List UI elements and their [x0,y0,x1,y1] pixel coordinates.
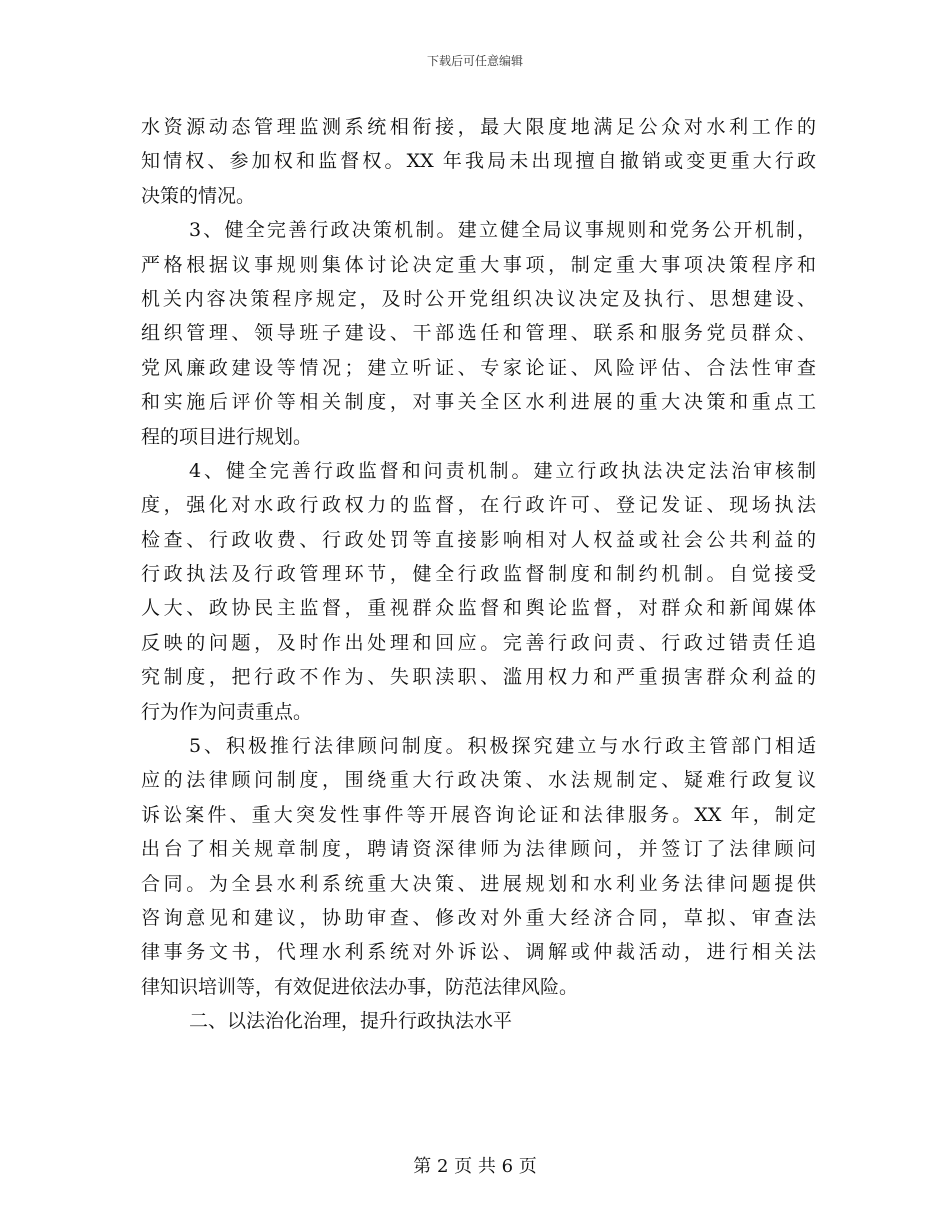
text-line: 律知识培训等，有效促进依法办事，防范法律风险。 [141,975,579,998]
text-line: 咨询意见和建议，协助审查、修改对外重大经济合同，草拟、审查法 [141,906,816,929]
page-header: 下载后可任意编辑 [426,54,523,68]
text-line: 人大、政协民主监督，重视群众监督和舆论监督，对群众和新闻媒体 [141,597,816,620]
text-line: 知情权、参加权和监督权。XX 年我局未出现擅自撤销或变更重大行政 [141,150,816,173]
text-line: 水资源动态管理监测系统相衔接，最大限度地满足公众对水利工作的 [141,116,816,138]
text-line: 出台了相关规章制度，聘请资深律师为法律顾问，并签订了法律顾问 [141,838,816,861]
text-line: 行政执法及行政管理环节，健全行政监督制度和制约机制。自觉接受 [141,563,816,586]
text-line: 诉讼案件、重大突发性事件等开展咨询论证和法律服务。XX 年，制定 [141,803,816,826]
text-line: 合同。为全县水利系统重大决策、进展规划和水利业务法律问题提供 [141,872,816,895]
text-line: 党风廉政建设等情况；建立听证、专家论证、风险评估、合法性审查 [141,356,816,379]
text-line: 度，强化对水政行政权力的监督，在行政许可、登记发证、现场执法 [141,494,816,517]
text-line: 行为作为问责重点。 [141,700,313,723]
text-line: 究制度，把行政不作为、失职渎职、滥用权力和严重损害群众利益的 [141,666,816,689]
text-line: 机关内容决策程序规定，及时公开党组织决议决定及执行、思想建设、 [141,287,816,310]
text-line: 严格根据议事规则集体讨论决定重大事项，制定重大事项决策程序和 [141,253,816,276]
document-body [141,110,816,1039]
paragraph-first-line: 5、积极推行法律顾问制度。积极探究建立与水行政主管部门相适 [189,735,816,758]
page-footer: 第 2 页 共 6 页 [413,1156,537,1177]
paragraph-first-line: 4、健全完善行政监督和问责机制。建立行政执法决定法治审核制 [189,459,816,482]
text-line: 律事务文书，代理水利系统对外诉讼、调解或仲裁活动，进行相关法 [141,941,816,964]
text-line: 组织管理、领导班子建设、干部选任和管理、联系和服务党员群众、 [141,322,816,345]
paragraph-first-line: 3、健全完善行政决策机制。建立健全局议事规则和党务公开机制， [189,219,816,242]
section-heading: 二、以法治化治理，提升行政执法水平 [189,1010,513,1033]
text-line: 程的项目进行规划。 [141,425,313,448]
text-line: 和实施后评价等相关制度，对事关全区水利进展的重大决策和重点工 [141,391,816,414]
text-line: 检查、行政收费、行政处罚等直接影响相对人权益或社会公共利益的 [141,528,816,551]
text-line: 应的法律顾问制度，围绕重大行政决策、水法规制定、疑难行政复议 [141,769,816,792]
text-line: 决策的情况。 [141,184,256,207]
text-line: 反映的问题，及时作出处理和回应。完善行政问责、行政过错责任追 [141,631,816,654]
